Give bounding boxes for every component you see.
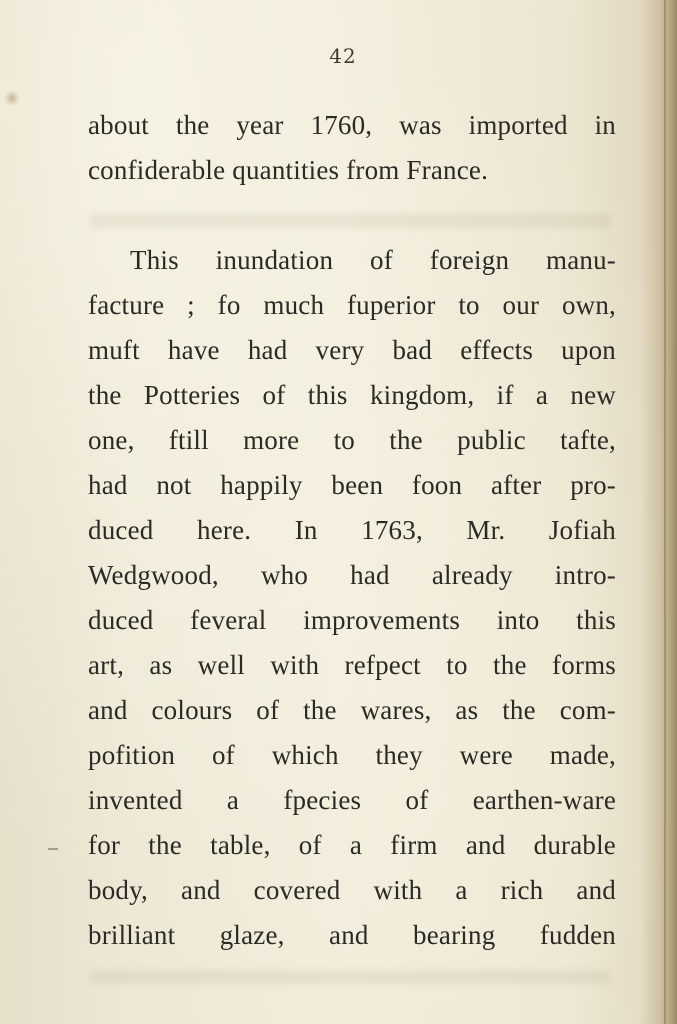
text-line: duced here. In 1763, Mr. Jofiah <box>88 515 616 545</box>
show-through-shadow <box>90 970 610 984</box>
text-line: invented a fpecies of earthen-ware <box>88 785 616 815</box>
text-line: had not happily been foon after pro- <box>88 470 616 500</box>
margin-mark <box>48 848 58 850</box>
text-line: and colours of the wares, as the com- <box>88 695 616 725</box>
text-line: body, and covered with a rich and <box>88 875 616 905</box>
paper-stain <box>4 90 20 106</box>
text-line: pofition of which they were made, <box>88 740 616 770</box>
text-line: about the year 1760, was imported in <box>88 110 616 140</box>
text-line: facture ; fo much fuperior to our own, <box>88 290 616 320</box>
text-line: muft have had very bad effects upon <box>88 335 616 365</box>
text-line: brilliant glaze, and bearing fudden <box>88 920 616 950</box>
show-through-shadow <box>90 214 610 228</box>
page-edge <box>664 0 666 1024</box>
text-line: the Potteries of this kingdom, if a new <box>88 380 616 410</box>
text-line: This inundation of foreign manu- <box>130 245 616 275</box>
text-line: art, as well with refpect to the forms <box>88 650 616 680</box>
text-line: confiderable quantities from France. <box>88 155 489 185</box>
page-number: 42 <box>329 44 357 68</box>
text-line: one, ftill more to the public tafte, <box>88 425 616 455</box>
text-line: duced feveral improvements into this <box>88 605 616 635</box>
text-line: Wedgwood, who had already intro- <box>88 560 616 590</box>
text-line: for the table, of a firm and durable <box>88 830 616 860</box>
gutter-shadow <box>640 0 677 1024</box>
